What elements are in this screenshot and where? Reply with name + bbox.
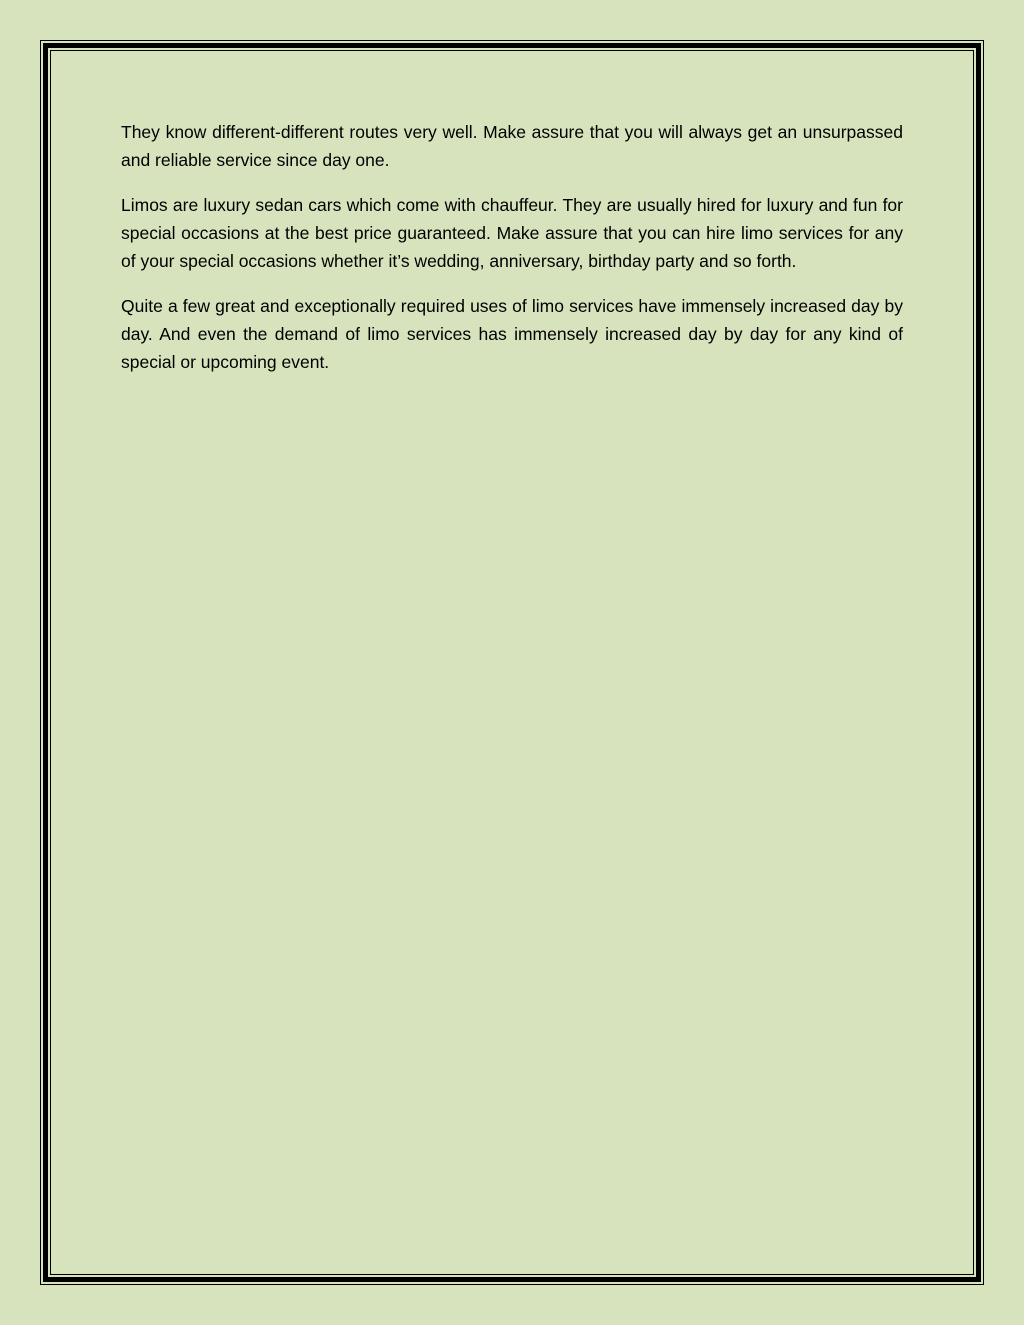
document-body [121,118,903,393]
paragraph-3: Quite a few great and exceptionally required uses of limo services have immensely increased day by day. And even the demand of limo services has immensely increased day by day for any kind of special or upcoming event. [121,296,903,372]
paragraph-2: Limos are luxury sedan cars which come with chauffeur. They are usually hired for luxury and fun for special occasions at the best price guaranteed. Make assure that you can hire limo services for any of your special occasions whether it’s wedding, anniversary, birthday party and so forth. [121,195,903,271]
paragraph-1: They know different-different routes very well. Make assure that you will always get an unsurpassed and reliable service since day one. [121,122,903,170]
